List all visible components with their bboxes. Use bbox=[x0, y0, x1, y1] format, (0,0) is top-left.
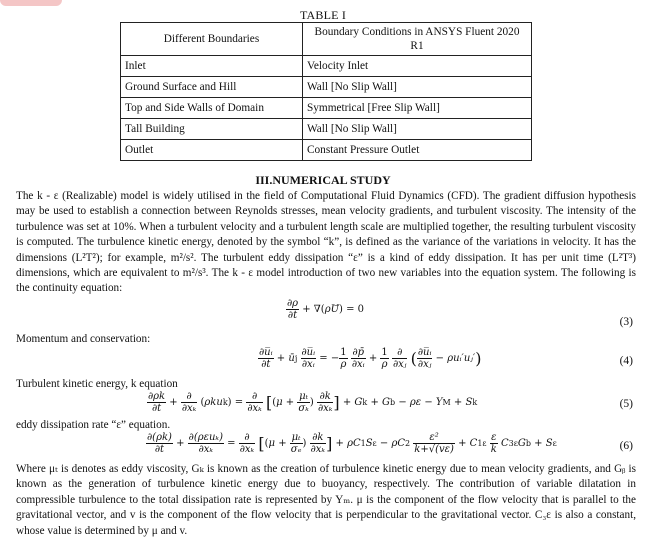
table-caption: TABLE I bbox=[299, 8, 347, 22]
equation-number: (4) bbox=[619, 355, 633, 367]
momentum-equation: $\frac{\text{∂u̅ᵢ}}{\partial t}$ + ūj $\frac{\text{∂u̅ᵢ}}{\text{∂xᵢ}}$ = − $\frac{1}{\rho}$ $\frac{\partial p̄}{\text{∂xᵢ}}$ + $\frac{1}{\rho}$ $\frac{\partial}{\text{∂xⱼ}}$ ( $\frac{\text{∂u̅ᵢ}}{\text{∂xⱼ}}$ − ρuᵢ′uⱼ′) bbox=[259, 347, 482, 370]
continuity-equation: $\frac{\partial\rho}{\partial t}$ + ∇(ρU⃗) = 0 bbox=[287, 298, 364, 321]
table-cell-condition: Wall [No Slip Wall] bbox=[303, 119, 532, 140]
label-eps: eddy dissipation rate “ε” equation. bbox=[16, 419, 171, 431]
equation-number: (6) bbox=[619, 440, 633, 452]
table-header-conditions: Boundary Conditions in ANSYS Fluent 2020 R1 bbox=[303, 23, 532, 56]
table-cell-condition: Symmetrical [Free Slip Wall] bbox=[303, 98, 532, 119]
label-momentum: Momentum and conservation: bbox=[16, 333, 151, 345]
table-header-row bbox=[121, 23, 532, 56]
dissipation-equation: $\frac{\partial(\rho k)}{\partial t}$ + $\frac{\text{∂(ρεuₖ)}}{\text{∂xₖ}}$ = $\frac{\partial}{\text{∂xₖ}}$ [(μ + $\frac{\text{μₜ}}{\text{σₑ}}$ ) $\frac{\partial k}{\text{∂xₖ}}$ ] + ρC1Sε − ρC2 $\frac{\text{ε²}}{k+√(v\varepsilon)}$ + C1ε $\frac{\varepsilon}{k}$ C3εGb + Sε bbox=[147, 432, 557, 455]
corner-logo-mark bbox=[0, 0, 62, 6]
table-row bbox=[121, 140, 532, 161]
table-cell-boundary: Outlet bbox=[121, 140, 303, 161]
table-row bbox=[121, 98, 532, 119]
label-tke: Turbulent kinetic energy, k equation bbox=[16, 378, 178, 390]
table-cell-boundary: Inlet bbox=[121, 56, 303, 77]
table-cell-condition: Wall [No Slip Wall] bbox=[303, 77, 532, 98]
table-cell-boundary: Ground Surface and Hill bbox=[121, 77, 303, 98]
table-cell-condition: Constant Pressure Outlet bbox=[303, 140, 532, 161]
equation-number: (3) bbox=[619, 316, 633, 328]
table-cell-boundary: Top and Side Walls of Domain bbox=[121, 98, 303, 119]
table-row bbox=[121, 56, 532, 77]
equation-number: (5) bbox=[619, 398, 633, 410]
tke-equation: $\frac{\partial\rho k}{\partial t}$ + $\frac{\partial}{\text{∂xₖ}}$ (ρkuk) = $\frac{\partial}{\text{∂xₖ}}$ [(μ + $\frac{\text{μₜ}}{\text{σₖ}}$ ) $\frac{\partial k}{\text{∂xₖ}}$ ] + Gk + Gb − ρε − YM + Sk bbox=[148, 391, 478, 414]
table-row bbox=[121, 77, 532, 98]
paragraph-intro: The k - ε (Realizable) model is widely utilised in the field of Computational Fluid Dynamics (CFD). The gradient diffusion hypothesis may be used to establish a connection between Reynolds stresses, mean velocity gradients, and turbulent viscosity. The intensity of the turbulence was set at 10%. When a turbulent velocity and a turbulent length scale are multiplied together, the resulting turbulent viscosity is computed. The turbulence kinetic energy, denoted by the symbol “k”, is defined as the variance of the variations in velocity. It has the dimensions (L²T²); for example, m²/s². The turbulent eddy dissipation “ε” is a kind of eddy dissipation. It has per unit time (L²T³) dimensions, which are equivalent to m²/s³. The k - ε model introduction of two new variables into the equation system. The following is the continuity equation: bbox=[16, 190, 636, 295]
table-header-boundaries: Different Boundaries bbox=[121, 23, 303, 56]
table-cell-boundary: Tall Building bbox=[121, 119, 303, 140]
section-title: III.NUMERICAL STUDY bbox=[255, 173, 391, 187]
paragraph-variables: Where μₜ is denotes as eddy viscosity, Gₖ is known as the creation of turbulence kinetic energy due to mean velocity gradients, and Gᵦ is known as the generation of turbulence kinetic energy due to buoyancy, respectively. The contribution of variable dilatation in compressible turbulence to the total dissipation rate is represented by Yₘ. μ is the component of the flow velocity that is parallel to the gravitational vector, and v is the component of the flow velocity that is perpendicular to the gravitational vector. C₃ε is also a constant, whose value is determined by μ and v. bbox=[16, 463, 636, 537]
table-cell-condition: Velocity Inlet bbox=[303, 56, 532, 77]
boundary-conditions-table bbox=[120, 22, 532, 161]
table-row bbox=[121, 119, 532, 140]
